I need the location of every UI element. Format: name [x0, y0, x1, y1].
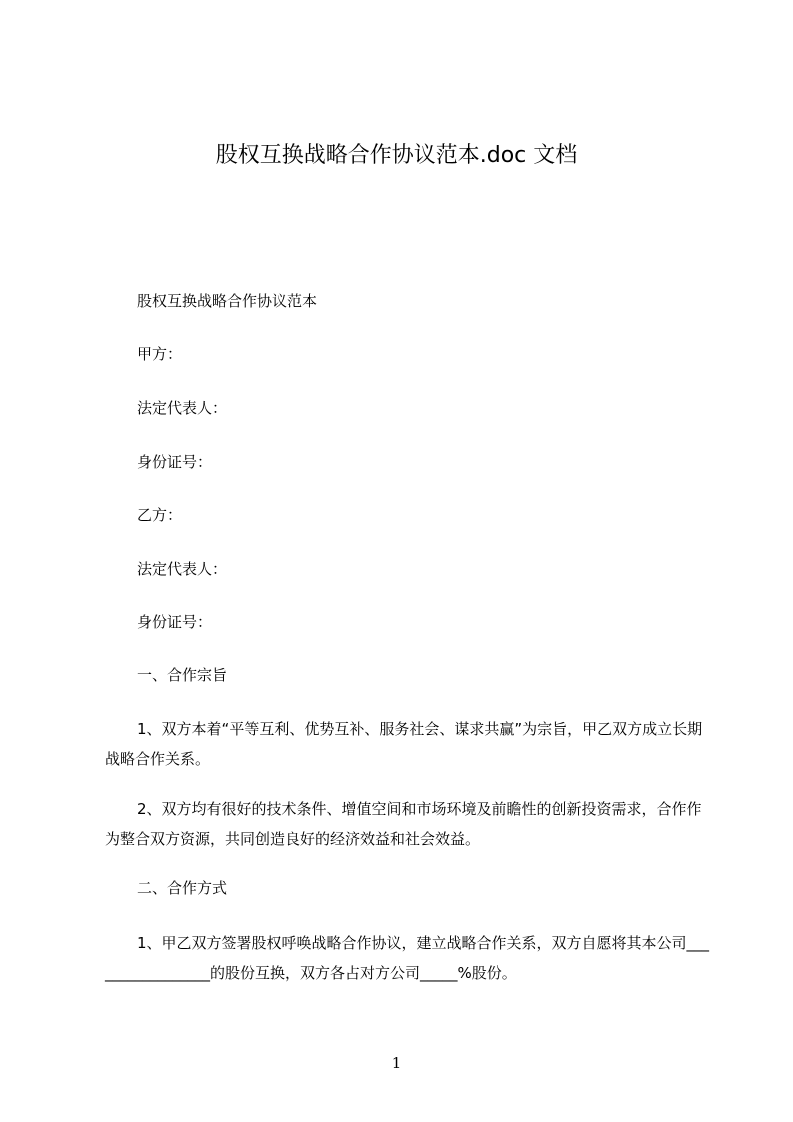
page-number: 1	[391, 1054, 402, 1072]
section-1-title: 一、合作宗旨	[137, 666, 228, 684]
party-b-id-label: 身份证号：	[137, 613, 213, 631]
party-a-label: 甲方：	[137, 345, 183, 363]
party-a-representative-label: 法定代表人：	[137, 399, 228, 417]
party-a-id-label: 身份证号：	[137, 453, 213, 471]
page-title: 股权互换战略合作协议范本.doc 文档	[215, 143, 578, 168]
party-b-label: 乙方：	[137, 506, 183, 524]
document-heading: 股权互换战略合作协议范本	[137, 292, 318, 310]
section-1-paragraph-2: 2、双方均有很好的技术条件、增值空间和市场环境及前瞻性的创新投资需求，合作作为整合双方资源，共同创造良好的经济效益和社会效益。	[105, 800, 702, 848]
party-b-representative-label: 法定代表人：	[137, 560, 228, 578]
section-1-paragraph-1: 1、双方本着“平等互利、优势互补、服务社会、谋求共赢”为宗旨，甲乙双方成立长期战略合作关系。	[105, 720, 703, 768]
section-2-paragraph-1: 1、甲乙双方签署股权呼唤战略合作协议，建立战略合作关系，双方自愿将其本公司_________________的股份互换，双方各占对方公司_____%股份。	[105, 934, 710, 982]
section-2-title: 二、合作方式	[137, 879, 228, 897]
